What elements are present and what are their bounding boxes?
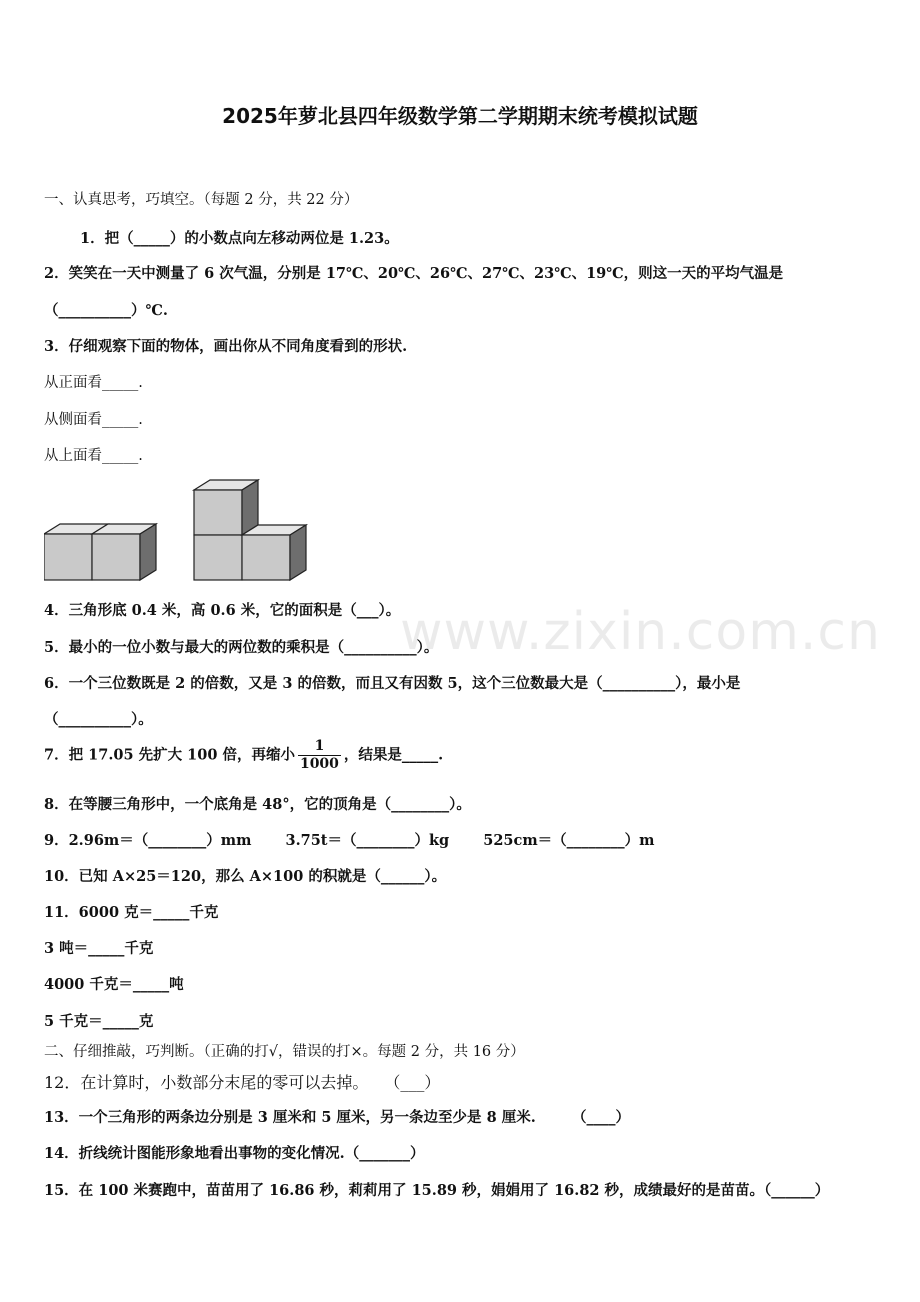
question-11-line-2: 3 吨＝_____千克 [44,940,154,957]
question-3: 3．仔细观察下面的物体，画出你从不同角度看到的形状. [44,338,408,355]
question-1: 1．把（_____）的小数点向左移动两位是 1.23。 [80,230,399,247]
question-10: 10．已知 A×25＝120，那么 A×100 的积就是（______）。 [44,868,447,885]
cube-right-bottom-2 [242,525,306,580]
question-11-line-3: 4000 千克＝_____吨 [44,976,184,993]
question-5: 5．最小的一位小数与最大的两位数的乘积是（__________）。 [44,639,439,656]
page-title: 2025年萝北县四年级数学第二学期期末统考模拟试题 [222,104,698,128]
question-14: 14．折线统计图能形象地看出事物的变化情况.（_______） [44,1145,425,1162]
cube-right-top [194,480,258,535]
question-2-line-1: 2．笑笑在一天中测量了 6 次气温，分别是 17℃、20℃、26℃、27℃、23℃、19℃，则这一天的平均气温是 [44,265,784,282]
question-7 [44,738,443,773]
question-9: 9．2.96m＝（________）mm 3.75t＝（________）kg 525cm＝（________）m [44,832,655,849]
section-1-heading: 一、认真思考，巧填空。（每题 2 分，共 22 分） [44,192,359,208]
question-3-top-view: 从上面看_____. [44,448,143,464]
question-13: 13．一个三角形的两条边分别是 3 厘米和 5 厘米，另一条边至少是 8 厘米. （____） [44,1109,631,1126]
question-6-line-1: 6．一个三位数既是 2 的倍数，又是 3 的倍数，而且又有因数 5，这个三位数最大是（__________），最小是 [44,675,741,692]
question-7-text-after: ，结果是_____. [343,746,444,764]
question-3-side-view: 从侧面看_____. [44,412,143,428]
question-12: 12．在计算时，小数部分末尾的零可以去掉。 （___） [44,1073,441,1092]
section-2-heading: 二、仔细推敲，巧判断。（正确的打√，错误的打×。每题 2 分，共 16 分） [44,1044,525,1060]
question-2-line-2: （__________）℃. [44,302,168,319]
cube-right-bottom-1 [194,535,242,580]
question-6-line-2: （__________）。 [44,711,153,728]
fraction [298,738,341,773]
question-11-line-1: 11．6000 克＝_____千克 [44,904,219,921]
question-15: 15．在 100 米赛跑中，苗苗用了 16.86 秒，莉莉用了 15.89 秒，娟娟用了 16.82 秒，成绩最好的是苗苗。（______） [44,1182,830,1199]
watermark: www.zixin.com.cn [400,602,881,662]
fraction-numerator: 1 [298,738,341,756]
question-7-text-before: 7．把 17.05 先扩大 100 倍，再缩小 [44,746,295,764]
question-4: 4．三角形底 0.4 米，高 0.6 米，它的面积是（___）。 [44,602,401,619]
question-3-front-view: 从正面看_____. [44,375,143,391]
fraction-denominator: 1000 [299,755,339,772]
cube-left-2 [92,524,156,580]
question-11-line-4: 5 千克＝_____克 [44,1013,154,1030]
cube-figure [44,476,314,586]
question-8: 8．在等腰三角形中，一个底角是 48°，它的顶角是（________）。 [44,796,471,813]
